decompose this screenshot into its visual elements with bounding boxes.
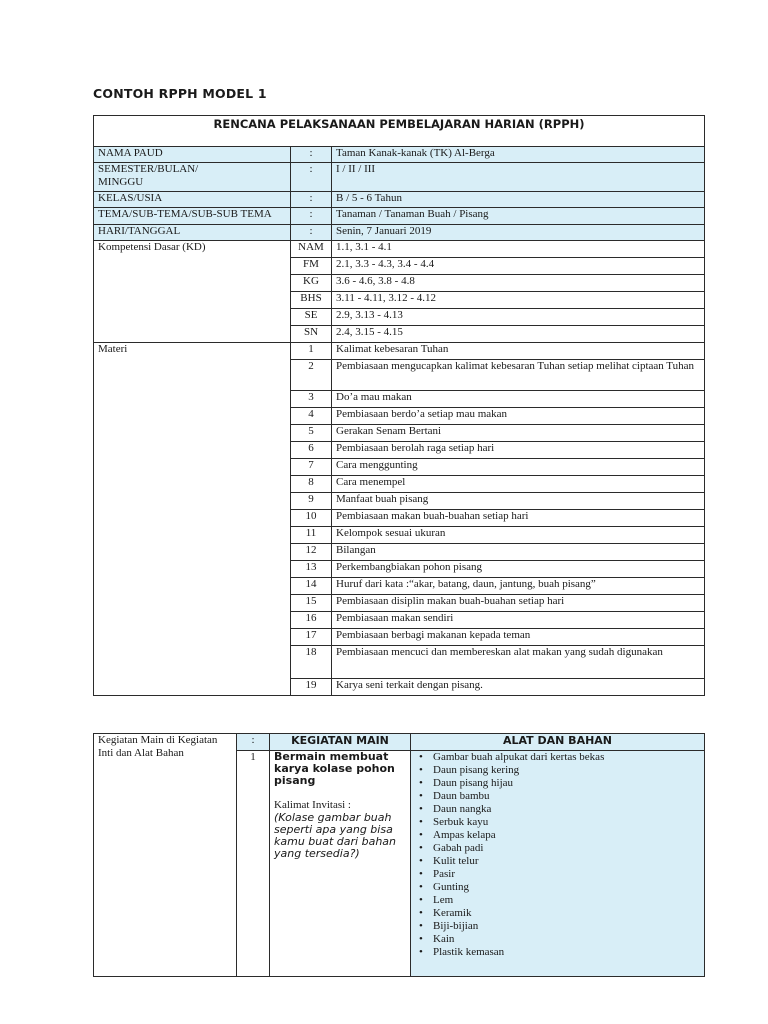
materi-text: Perkembangbiakan pohon pisang xyxy=(332,561,705,578)
materi-text: Kelompok sesuai ukuran xyxy=(332,527,705,544)
invitation-text: (Kolase gambar buah seperti apa yang bisa kamu buat dari bahan yang tersedia?) xyxy=(274,811,397,860)
kd-code: FM xyxy=(291,258,332,275)
tool-item: • Gunting xyxy=(433,881,700,894)
materi-text: Manfaat buah pisang xyxy=(332,493,705,510)
kegiatan-table xyxy=(93,733,705,977)
kd-value: 2.1, 3.3 - 4.3, 3.4 - 4.4 xyxy=(332,258,705,275)
info-label: NAMA PAUD xyxy=(94,147,291,163)
info-colon: : xyxy=(291,208,332,225)
tools-list xyxy=(415,751,700,959)
materi-number: 16 xyxy=(291,612,332,629)
info-label: KELAS/USIA xyxy=(94,192,291,208)
kd-value: 3.6 - 4.6, 3.8 - 4.8 xyxy=(332,275,705,292)
kd-value: 2.4, 3.15 - 4.15 xyxy=(332,326,705,343)
info-label: SEMESTER/BULAN/ MINGGU xyxy=(94,163,291,192)
materi-number: 12 xyxy=(291,544,332,561)
info-row xyxy=(94,147,705,163)
kd-code: NAM xyxy=(291,241,332,258)
materi-row xyxy=(94,343,705,360)
tool-item: • Serbuk kayu xyxy=(433,816,700,829)
kd-code: SN xyxy=(291,326,332,343)
info-colon: : xyxy=(291,225,332,241)
kd-value: 1.1, 3.1 - 4.1 xyxy=(332,241,705,258)
materi-number: 5 xyxy=(291,425,332,442)
kd-code: KG xyxy=(291,275,332,292)
tool-item: • Pasir xyxy=(433,868,700,881)
materi-text: Bilangan xyxy=(332,544,705,561)
materi-text: Huruf dari kata :“akar, batang, daun, jantung, buah pisang” xyxy=(332,578,705,595)
info-label: HARI/TANGGAL xyxy=(94,225,291,241)
activity-title: Bermain membuat karya kolase pohon pisang xyxy=(274,750,395,787)
materi-number: 9 xyxy=(291,493,332,510)
info-colon: : xyxy=(291,147,332,163)
info-value: I / II / III xyxy=(332,163,705,192)
info-colon: : xyxy=(291,192,332,208)
tool-item: • Ampas kelapa xyxy=(433,829,700,842)
col-header-tools: ALAT DAN BAHAN xyxy=(411,734,705,751)
rpph-table xyxy=(93,115,705,696)
document-title: CONTOH RPPH MODEL 1 xyxy=(93,86,267,101)
materi-number: 8 xyxy=(291,476,332,493)
tool-item: • Kain xyxy=(433,933,700,946)
kd-value: 3.11 - 4.11, 3.12 - 4.12 xyxy=(332,292,705,309)
kd-row xyxy=(94,241,705,258)
kd-value: 2.9, 3.13 - 4.13 xyxy=(332,309,705,326)
tool-item: • Kulit telur xyxy=(433,855,700,868)
materi-number: 14 xyxy=(291,578,332,595)
tool-item: • Daun nangka xyxy=(433,803,700,816)
info-row xyxy=(94,208,705,225)
materi-number: 10 xyxy=(291,510,332,527)
tool-item: • Daun pisang kering xyxy=(433,764,700,777)
activity-cell xyxy=(270,751,411,977)
materi-text: Kalimat kebesaran Tuhan xyxy=(332,343,705,360)
info-value: Senin, 7 Januari 2019 xyxy=(332,225,705,241)
materi-number: 19 xyxy=(291,679,332,696)
materi-text: Pembiasaan disiplin makan buah-buahan setiap hari xyxy=(332,595,705,612)
materi-number: 13 xyxy=(291,561,332,578)
materi-text: Pembiasaan mengucapkan kalimat kebesaran Tuhan setiap melihat ciptaan Tuhan xyxy=(332,360,705,391)
tool-item: • Daun bambu xyxy=(433,790,700,803)
info-value: B / 5 - 6 Tahun xyxy=(332,192,705,208)
info-colon: : xyxy=(291,163,332,192)
info-row xyxy=(94,163,705,192)
materi-text: Pembiasaan makan sendiri xyxy=(332,612,705,629)
info-value: Taman Kanak-kanak (TK) Al-Berga xyxy=(332,147,705,163)
materi-text: Pembiasaan makan buah-buahan setiap hari xyxy=(332,510,705,527)
invitation-label: Kalimat Invitasi : xyxy=(274,799,351,811)
info-label: TEMA/SUB-TEMA/SUB-SUB TEMA xyxy=(94,208,291,225)
materi-number: 15 xyxy=(291,595,332,612)
info-value: Tanaman / Tanaman Buah / Pisang xyxy=(332,208,705,225)
materi-number: 11 xyxy=(291,527,332,544)
kegiatan-label: Kegiatan Main di Kegiatan Inti dan Alat Bahan xyxy=(94,734,237,977)
materi-text: Pembiasaan berdo’a setiap mau makan xyxy=(332,408,705,425)
materi-number: 7 xyxy=(291,459,332,476)
materi-label: Materi xyxy=(94,343,291,696)
materi-number: 1 xyxy=(291,343,332,360)
tool-item: • Gabah padi xyxy=(433,842,700,855)
kd-code: SE xyxy=(291,309,332,326)
materi-text: Karya seni terkait dengan pisang. xyxy=(332,679,705,696)
materi-number: 2 xyxy=(291,360,332,391)
materi-text: Cara menggunting xyxy=(332,459,705,476)
tool-item: • Daun pisang hijau xyxy=(433,777,700,790)
kegiatan-colon: : xyxy=(237,734,270,751)
materi-text: Pembiasaan mencuci dan membereskan alat makan yang sudah digunakan xyxy=(332,646,705,679)
materi-text: Pembiasaan berbagi makanan kepada teman xyxy=(332,629,705,646)
activity-number: 1 xyxy=(237,751,270,977)
info-row xyxy=(94,225,705,241)
tool-item: • Gambar buah alpukat dari kertas bekas xyxy=(433,751,700,764)
materi-number: 18 xyxy=(291,646,332,679)
materi-text: Cara menempel xyxy=(332,476,705,493)
col-header-activity: KEGIATAN MAIN xyxy=(270,734,411,751)
tool-item: • Plastik kemasan xyxy=(433,946,700,959)
tools-cell xyxy=(411,751,705,977)
materi-number: 4 xyxy=(291,408,332,425)
tool-item: • Keramik xyxy=(433,907,700,920)
tool-item: • Biji-bijian xyxy=(433,920,700,933)
materi-text: Gerakan Senam Bertani xyxy=(332,425,705,442)
kd-code: BHS xyxy=(291,292,332,309)
kd-label: Kompetensi Dasar (KD) xyxy=(94,241,291,343)
materi-number: 6 xyxy=(291,442,332,459)
materi-text: Do’a mau makan xyxy=(332,391,705,408)
materi-number: 17 xyxy=(291,629,332,646)
rpph-header: RENCANA PELAKSANAAN PEMBELAJARAN HARIAN (RPPH) xyxy=(94,116,705,147)
materi-text: Pembiasaan berolah raga setiap hari xyxy=(332,442,705,459)
materi-number: 3 xyxy=(291,391,332,408)
tool-item: • Lem xyxy=(433,894,700,907)
info-row xyxy=(94,192,705,208)
